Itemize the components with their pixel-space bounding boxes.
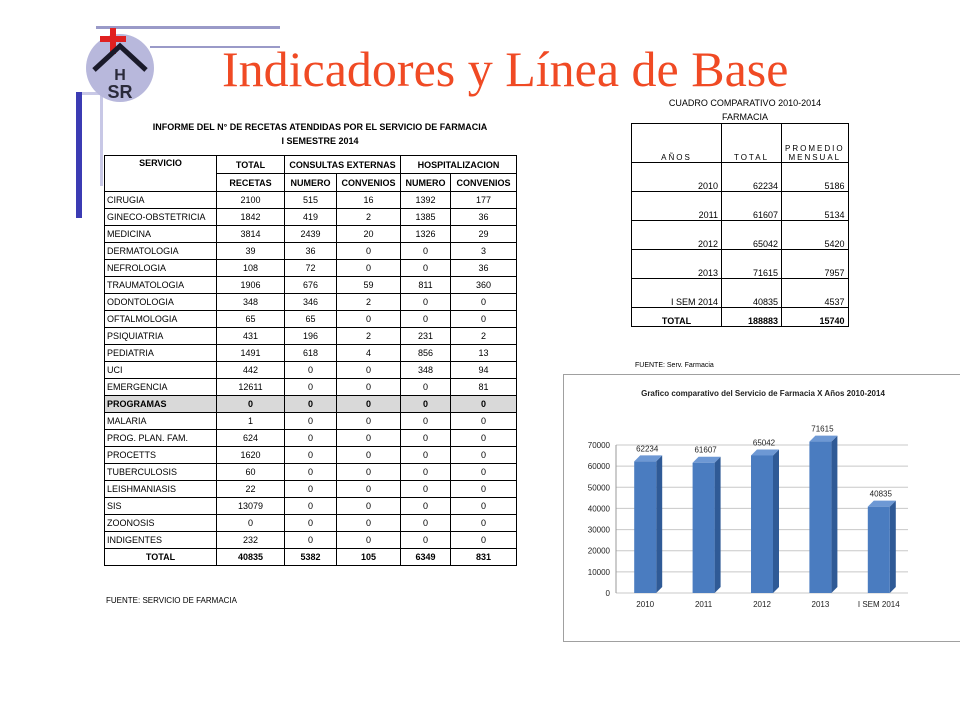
cell-total: 40835 xyxy=(722,279,782,308)
y-tick-label: 60000 xyxy=(587,462,610,472)
cell-servicio: SIS xyxy=(105,498,217,515)
cell-ce-convenios: 16 xyxy=(337,192,401,209)
header-h-convenios: CONVENIOS xyxy=(451,174,517,192)
table-row xyxy=(105,345,517,362)
cell-servicio: ODONTOLOGIA xyxy=(105,294,217,311)
cell-total: 1842 xyxy=(217,209,285,226)
header-servicio: SERVICIO xyxy=(105,156,217,192)
decorative-line-left-secondary xyxy=(100,92,103,186)
cell-h-convenios: 0 xyxy=(451,481,517,498)
cell-servicio: PROGRAMAS xyxy=(105,396,217,413)
cell-promedio: 4537 xyxy=(782,279,849,308)
cell-h-convenios: 0 xyxy=(451,413,517,430)
cell-h-numero: 348 xyxy=(401,362,451,379)
svg-text:H: H xyxy=(114,67,126,84)
cell-total: 1906 xyxy=(217,277,285,294)
table-row xyxy=(105,532,517,549)
left-table-source: FUENTE: SERVICIO DE FARMACIA xyxy=(106,596,237,605)
table-row xyxy=(105,481,517,498)
header-consultas-externas: CONSULTAS EXTERNAS xyxy=(285,156,401,174)
cell-ce-convenios: 0 xyxy=(337,362,401,379)
table-row xyxy=(105,328,517,345)
y-tick-label: 70000 xyxy=(587,441,610,450)
cell-h-numero: 0 xyxy=(401,447,451,464)
y-tick-label: 0 xyxy=(605,589,610,598)
cell-h-numero: 1385 xyxy=(401,209,451,226)
total-label: TOTAL xyxy=(105,549,217,566)
data-label: 65042 xyxy=(752,438,776,448)
data-label: 40835 xyxy=(869,489,892,499)
cell-h-convenios: 0 xyxy=(451,515,517,532)
total-h-numero: 6349 xyxy=(401,549,451,566)
table-row xyxy=(105,515,517,532)
cell-ce-convenios: 2 xyxy=(337,209,401,226)
bar xyxy=(868,507,890,593)
x-tick-label: 2010 xyxy=(636,600,655,609)
y-tick-label: 10000 xyxy=(587,567,610,577)
table-row xyxy=(105,413,517,430)
comparativo-total-value: 188883 xyxy=(722,308,782,327)
cell-total: 2100 xyxy=(217,192,285,209)
left-table-title-line1: INFORME DEL N° DE RECETAS ATENDIDAS POR EL SERVICIO DE FARMACIA xyxy=(152,122,488,132)
cell-ce-convenios: 20 xyxy=(337,226,401,243)
bar-side xyxy=(831,436,837,593)
total-recetas: 40835 xyxy=(217,549,285,566)
comparativo-row xyxy=(632,192,849,221)
header-ce-convenios: CONVENIOS xyxy=(337,174,401,192)
page-title: Indicadores y Línea de Base xyxy=(222,41,789,97)
cell-total: 61607 xyxy=(722,192,782,221)
comparativo-total-promedio: 15740 xyxy=(782,308,849,327)
cell-ce-numero: 0 xyxy=(285,515,337,532)
cell-ce-convenios: 0 xyxy=(337,396,401,413)
cell-servicio: DERMATOLOGIA xyxy=(105,243,217,260)
cell-h-numero: 0 xyxy=(401,243,451,260)
cell-h-convenios: 13 xyxy=(451,345,517,362)
table-row xyxy=(105,362,517,379)
recetas-table xyxy=(104,155,517,566)
cell-total: 442 xyxy=(217,362,285,379)
bar xyxy=(751,455,773,593)
cell-ce-convenios: 0 xyxy=(337,413,401,430)
bar xyxy=(809,442,831,593)
cell-ce-convenios: 59 xyxy=(337,277,401,294)
cell-h-numero: 811 xyxy=(401,277,451,294)
table-row xyxy=(105,192,517,209)
table-row xyxy=(105,498,517,515)
cell-ce-numero: 0 xyxy=(285,464,337,481)
cell-servicio: PSIQUIATRIA xyxy=(105,328,217,345)
right-table-title-line2: FARMACIA xyxy=(721,112,768,122)
total-ce-numero: 5382 xyxy=(285,549,337,566)
cell-servicio: INDIGENTES xyxy=(105,532,217,549)
comparativo-row xyxy=(632,163,849,192)
cell-h-convenios: 0 xyxy=(451,311,517,328)
cell-total: 12611 xyxy=(217,379,285,396)
bar xyxy=(693,463,715,593)
cell-ce-convenios: 0 xyxy=(337,481,401,498)
cell-h-convenios: 0 xyxy=(451,464,517,481)
cell-ce-numero: 0 xyxy=(285,498,337,515)
cell-h-numero: 0 xyxy=(401,498,451,515)
cell-ce-convenios: 0 xyxy=(337,447,401,464)
cell-h-convenios: 0 xyxy=(451,396,517,413)
cell-total: 624 xyxy=(217,430,285,447)
table-row xyxy=(105,209,517,226)
comparativo-row xyxy=(632,279,849,308)
cell-ce-numero: 618 xyxy=(285,345,337,362)
total-ce-convenios: 105 xyxy=(337,549,401,566)
header-promedio-mensual xyxy=(782,124,849,163)
y-tick-label: 20000 xyxy=(587,546,610,556)
cell-ce-convenios: 0 xyxy=(337,515,401,532)
cell-ce-convenios: 0 xyxy=(337,430,401,447)
cell-total: 60 xyxy=(217,464,285,481)
cell-total: 431 xyxy=(217,328,285,345)
cell-ce-numero: 72 xyxy=(285,260,337,277)
x-tick-label: 2013 xyxy=(811,600,830,609)
cell-h-convenios: 29 xyxy=(451,226,517,243)
cell-promedio: 5420 xyxy=(782,221,849,250)
cell-h-convenios: 94 xyxy=(451,362,517,379)
cell-promedio: 5186 xyxy=(782,163,849,192)
table-row xyxy=(105,430,517,447)
cell-ce-numero: 0 xyxy=(285,362,337,379)
cell-ce-numero: 65 xyxy=(285,311,337,328)
y-tick-label: 50000 xyxy=(587,483,610,493)
cell-ce-numero: 0 xyxy=(285,447,337,464)
cell-h-convenios: 0 xyxy=(451,447,517,464)
cell-ce-convenios: 0 xyxy=(337,311,401,328)
cell-h-numero: 231 xyxy=(401,328,451,345)
cell-total: 65042 xyxy=(722,221,782,250)
bar-side xyxy=(656,455,662,593)
right-table-title-line1: CUADRO COMPARATIVO 2010-2014 xyxy=(668,98,822,108)
cell-h-numero: 0 xyxy=(401,379,451,396)
table-total-row xyxy=(105,549,517,566)
cell-servicio: NEFROLOGIA xyxy=(105,260,217,277)
cell-servicio: ZOONOSIS xyxy=(105,515,217,532)
comparativo-total-label: TOTAL xyxy=(632,308,722,327)
header-hospitalizacion: HOSPITALIZACION xyxy=(401,156,517,174)
cell-ce-numero: 36 xyxy=(285,243,337,260)
header-promedio: PROMEDIO xyxy=(785,144,845,153)
cell-total: 0 xyxy=(217,396,285,413)
header-anios: AÑOS xyxy=(632,124,722,163)
header-total: TOTAL xyxy=(217,156,285,174)
cell-h-convenios: 36 xyxy=(451,260,517,277)
cell-h-convenios: 0 xyxy=(451,430,517,447)
right-table-title xyxy=(630,96,860,124)
cell-h-numero: 0 xyxy=(401,481,451,498)
cell-anio: 2012 xyxy=(632,221,722,250)
bar-side xyxy=(773,449,779,593)
cell-h-numero: 0 xyxy=(401,294,451,311)
right-table-source: FUENTE: Serv. Farmacia xyxy=(635,362,714,369)
comparativo-table-body xyxy=(632,163,849,308)
cell-servicio: PROCETTS xyxy=(105,447,217,464)
table-row xyxy=(105,294,517,311)
bar-side xyxy=(890,501,896,593)
cell-ce-convenios: 0 xyxy=(337,379,401,396)
header-recetas: RECETAS xyxy=(217,174,285,192)
cell-h-convenios: 81 xyxy=(451,379,517,396)
cell-total: 0 xyxy=(217,515,285,532)
cell-total: 1 xyxy=(217,413,285,430)
cell-total: 1620 xyxy=(217,447,285,464)
cell-h-numero: 0 xyxy=(401,311,451,328)
cell-h-numero: 856 xyxy=(401,345,451,362)
cell-anio: I SEM 2014 xyxy=(632,279,722,308)
cell-ce-numero: 0 xyxy=(285,413,337,430)
bar xyxy=(634,461,656,593)
cell-servicio: TRAUMATOLOGIA xyxy=(105,277,217,294)
cell-anio: 2011 xyxy=(632,192,722,221)
cell-total: 348 xyxy=(217,294,285,311)
cell-servicio: OFTALMOLOGIA xyxy=(105,311,217,328)
comparativo-row xyxy=(632,250,849,279)
cell-total: 1491 xyxy=(217,345,285,362)
header-h-numero: NUMERO xyxy=(401,174,451,192)
cell-total: 22 xyxy=(217,481,285,498)
cell-h-numero: 0 xyxy=(401,430,451,447)
y-tick-label: 40000 xyxy=(587,504,610,514)
cell-servicio: GINECO-OBSTETRICIA xyxy=(105,209,217,226)
comparativo-row xyxy=(632,221,849,250)
cell-ce-numero: 0 xyxy=(285,396,337,413)
cell-ce-numero: 0 xyxy=(285,379,337,396)
table-row xyxy=(105,396,517,413)
recetas-table-body xyxy=(105,192,517,549)
cell-ce-convenios: 2 xyxy=(337,328,401,345)
bar-side xyxy=(715,457,721,593)
cell-anio: 2013 xyxy=(632,250,722,279)
cell-servicio: TUBERCULOSIS xyxy=(105,464,217,481)
cell-servicio: LEISHMANIASIS xyxy=(105,481,217,498)
cell-h-convenios: 360 xyxy=(451,277,517,294)
cell-servicio: MALARIA xyxy=(105,413,217,430)
cell-ce-numero: 196 xyxy=(285,328,337,345)
bar-chart-svg xyxy=(564,375,960,641)
hospital-cross-house-logo xyxy=(78,22,162,106)
svg-text:SR: SR xyxy=(107,82,133,102)
left-table-title-line2: I SEMESTRE 2014 xyxy=(281,136,359,146)
cell-h-numero: 0 xyxy=(401,532,451,549)
header-mensual: MENSUAL xyxy=(788,153,842,162)
cell-total: 3814 xyxy=(217,226,285,243)
table-row xyxy=(105,464,517,481)
x-tick-label: 2012 xyxy=(753,600,771,609)
cell-total: 13079 xyxy=(217,498,285,515)
cell-total: 232 xyxy=(217,532,285,549)
cell-h-numero: 0 xyxy=(401,515,451,532)
cell-h-numero: 1392 xyxy=(401,192,451,209)
cell-h-numero: 0 xyxy=(401,260,451,277)
cell-ce-convenios: 0 xyxy=(337,464,401,481)
cell-ce-convenios: 0 xyxy=(337,243,401,260)
comparativo-table xyxy=(631,123,849,327)
cell-servicio: EMERGENCIA xyxy=(105,379,217,396)
data-label: 71615 xyxy=(811,424,834,434)
cell-ce-numero: 0 xyxy=(285,430,337,447)
cell-ce-numero: 676 xyxy=(285,277,337,294)
cell-h-numero: 1326 xyxy=(401,226,451,243)
table-row xyxy=(105,243,517,260)
cell-total: 108 xyxy=(217,260,285,277)
x-tick-label: 2011 xyxy=(694,600,713,609)
y-tick-label: 30000 xyxy=(587,525,610,535)
table-row xyxy=(105,277,517,294)
cell-ce-convenios: 2 xyxy=(337,294,401,311)
comparativo-header-row xyxy=(632,124,849,163)
cell-total: 65 xyxy=(217,311,285,328)
x-tick-label: I SEM 2014 xyxy=(857,600,900,609)
cell-servicio: MEDICINA xyxy=(105,226,217,243)
cell-total: 39 xyxy=(217,243,285,260)
cell-h-convenios: 3 xyxy=(451,243,517,260)
bar-chart xyxy=(563,374,960,642)
cell-h-convenios: 2 xyxy=(451,328,517,345)
table-row xyxy=(105,226,517,243)
cell-ce-convenios: 0 xyxy=(337,260,401,277)
cell-ce-numero: 419 xyxy=(285,209,337,226)
cell-ce-convenios: 0 xyxy=(337,532,401,549)
cell-h-convenios: 0 xyxy=(451,294,517,311)
cell-ce-numero: 2439 xyxy=(285,226,337,243)
cell-servicio: PEDIATRIA xyxy=(105,345,217,362)
header-total: TOTAL xyxy=(722,124,782,163)
table-row xyxy=(105,311,517,328)
header-ce-numero: NUMERO xyxy=(285,174,337,192)
cell-h-convenios: 0 xyxy=(451,532,517,549)
table-row xyxy=(105,447,517,464)
table-row xyxy=(105,379,517,396)
table-row xyxy=(105,260,517,277)
cell-servicio: UCI xyxy=(105,362,217,379)
total-h-convenios: 831 xyxy=(451,549,517,566)
data-label: 62234 xyxy=(636,444,659,454)
cell-h-convenios: 0 xyxy=(451,498,517,515)
cell-ce-convenios: 4 xyxy=(337,345,401,362)
cell-ce-numero: 515 xyxy=(285,192,337,209)
cell-total: 71615 xyxy=(722,250,782,279)
cell-h-convenios: 36 xyxy=(451,209,517,226)
data-label: 61607 xyxy=(694,445,717,455)
cell-h-convenios: 177 xyxy=(451,192,517,209)
cell-promedio: 7957 xyxy=(782,250,849,279)
cell-ce-numero: 0 xyxy=(285,481,337,498)
table-header-row xyxy=(105,156,517,174)
chart-title: Grafico comparativo del Servicio de Farmacia X Años 2010-2014 xyxy=(641,389,885,398)
cell-servicio: CIRUGIA xyxy=(105,192,217,209)
cell-servicio: PROG. PLAN. FAM. xyxy=(105,430,217,447)
left-table-title xyxy=(104,120,536,148)
cell-ce-convenios: 0 xyxy=(337,498,401,515)
cell-h-numero: 0 xyxy=(401,396,451,413)
cell-h-numero: 0 xyxy=(401,413,451,430)
cell-h-numero: 0 xyxy=(401,464,451,481)
cell-total: 62234 xyxy=(722,163,782,192)
cell-promedio: 5134 xyxy=(782,192,849,221)
cell-ce-numero: 0 xyxy=(285,532,337,549)
cell-anio: 2010 xyxy=(632,163,722,192)
cell-ce-numero: 346 xyxy=(285,294,337,311)
comparativo-total-row xyxy=(632,308,849,327)
decorative-line-left xyxy=(76,92,82,218)
